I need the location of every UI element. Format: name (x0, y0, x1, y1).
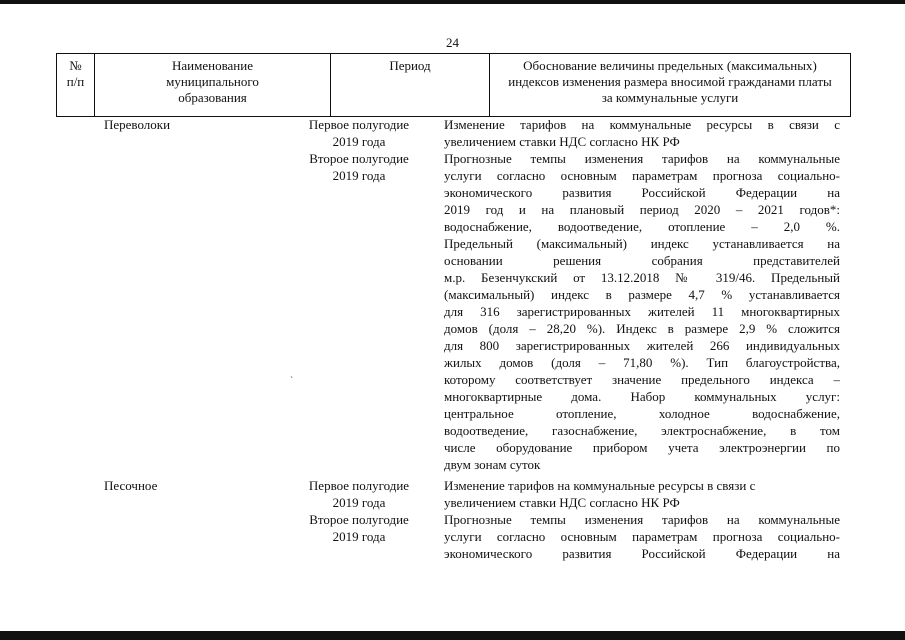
page-number: 24 (446, 35, 459, 50)
period-line: Первое полугодие (308, 478, 410, 493)
justification-line: основании решения собрания представителей (444, 253, 840, 268)
municipality-name: Песочное (104, 478, 158, 493)
justification-line: жилых домов (доля – 71,80 %). Тип благоустройства, (444, 355, 840, 370)
justification-line: Прогнозные темпы изменения тарифов на коммунальные (444, 151, 840, 166)
scan-bottom-border (0, 631, 905, 640)
header-municipality-line: Наименование (172, 58, 253, 73)
justification-line: водоснабжение, водоотведение, отопление – 2,0 %. (444, 219, 840, 234)
justification-line: для 316 зарегистрированных жителей 11 многоквартирных (444, 304, 840, 319)
justification-line: (максимальный) индекс в размере 4,7 % устанавливается (444, 287, 840, 302)
period-line: Второе полугодие (309, 512, 409, 527)
period-line: Второе полугодие (309, 151, 409, 166)
justification-line: 2019 год и на плановый период 2020 – 2021 годов*: (444, 202, 840, 217)
header-justification-line: индексов изменения размера вносимой гражданами платы (508, 74, 832, 89)
period-line: 2019 года (332, 529, 386, 544)
justification-line: домов (доля – 28,20 %). Индекс в размере 2,9 % сложится (444, 321, 840, 336)
period-line: Первое полугодие (308, 117, 410, 132)
period-line: 2019 года (332, 168, 386, 183)
justification-line: которому соответствует значение предельного индекса – (444, 372, 840, 387)
justification-line: м.р. Безенчукский от 13.12.2018 № 319/46. Предельный (444, 270, 840, 285)
justification-line: услуги согласно основным параметрам прогноза социально- (444, 529, 840, 544)
header-number-line: п/п (66, 74, 85, 89)
period-cell (290, 477, 428, 545)
header-period-label: Период (389, 58, 431, 73)
period-cell (290, 116, 428, 184)
scan-speck: ˋ (290, 376, 294, 387)
justification-line: Изменение тарифов на коммунальные ресурсы в связи с (444, 117, 840, 132)
justification-line: экономического развития Российской Федерации на (444, 185, 840, 200)
header-justification-line: Обоснование величины предельных (максимальных) (523, 58, 817, 73)
justification-line: Прогнозные темпы изменения тарифов на коммунальные (444, 512, 840, 527)
municipality-name: Переволоки (104, 117, 171, 132)
table-header (56, 53, 851, 117)
justification-line: увеличением ставки НДС согласно НК РФ (444, 495, 680, 510)
justification-line: центральное отопление, холодное водоснабжение, (444, 406, 840, 421)
justification-line: водоотведение, газоснабжение, электроснабжение, в том (444, 423, 840, 438)
justification-line: увеличением ставки НДС согласно НК РФ (444, 134, 680, 149)
justification-line: многоквартирные дома. Набор коммунальных услуг: (444, 389, 840, 404)
justification-line: Изменение тарифов на коммунальные ресурсы в связи с (444, 478, 756, 493)
header-number-line: № (69, 58, 82, 73)
justification-line: числе оборудование прибором учета электроэнергии по (444, 440, 840, 455)
justification-line: экономического развития Российской Федерации на (444, 546, 840, 561)
period-line: 2019 года (332, 495, 386, 510)
header-municipality-column (94, 54, 330, 116)
period-line: 2019 года (332, 134, 386, 149)
justification-line: Предельный (максимальный) индекс устанавливается на (444, 236, 840, 251)
header-municipality-line: образования (178, 90, 247, 105)
header-municipality-line: муниципального (166, 74, 259, 89)
header-justification-column (489, 54, 851, 116)
header-justification-line: за коммунальные услуги (601, 90, 739, 105)
header-period-column (330, 54, 489, 116)
scan-top-border (0, 0, 905, 4)
justification-line: для 800 зарегистрированных жителей 266 индивидуальных (444, 338, 840, 353)
justification-cell (444, 116, 840, 473)
header-number-column (56, 54, 94, 116)
justification-line: услуги согласно основным параметрам прогноза социально- (444, 168, 840, 183)
justification-cell (444, 477, 840, 562)
justification-line: двум зонам суток (444, 457, 541, 472)
